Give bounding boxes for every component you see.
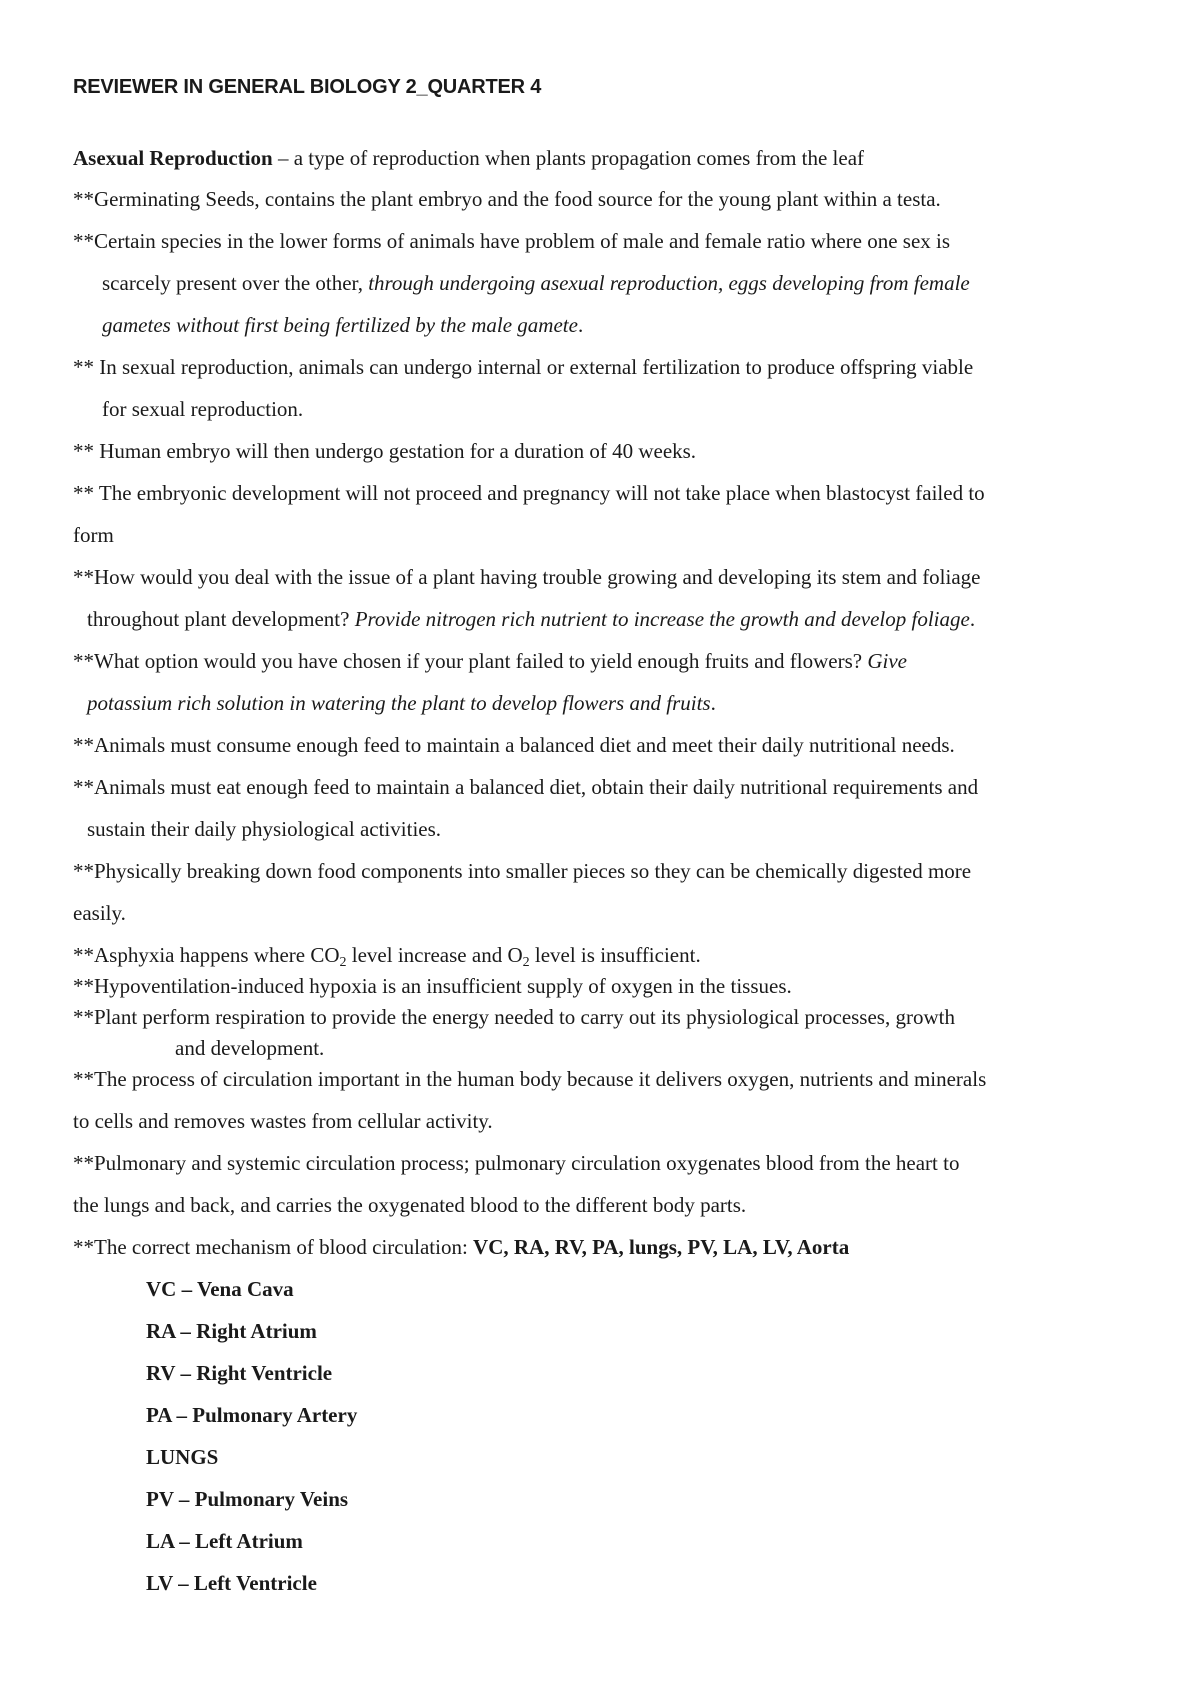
- asexual-term: Asexual Reproduction: [73, 146, 273, 170]
- asexual-definition: – a type of reproduction when plants propagation comes from the leaf: [272, 146, 865, 170]
- sexual-reproduction-line-2: for sexual reproduction.: [102, 397, 304, 421]
- blastocyst-line-2: form: [73, 523, 114, 547]
- legend-item-lv: LV – Left Ventricle: [146, 1571, 317, 1595]
- legend-item-vc: VC – Vena Cava: [146, 1277, 294, 1301]
- circulation-line-1: **The process of circulation important in the human body because it delivers oxygen, nutrients and minerals: [73, 1067, 987, 1091]
- potassium-question-line-1: [73, 648, 907, 674]
- pulmonary-line-1: **Pulmonary and systemic circulation process; pulmonary circulation oxygenates blood from the heart to: [73, 1151, 960, 1175]
- potassium-question-plain: **What option would you have chosen if your plant failed to yield enough fruits and flowers?: [73, 649, 868, 673]
- nitrogen-question-plain: throughout plant development?: [87, 607, 355, 631]
- asexual-reproduction-line: [73, 145, 864, 171]
- gestation-line: ** Human embryo will then undergo gestation for a duration of 40 weeks.: [73, 439, 697, 463]
- sexual-reproduction-line-1: ** In sexual reproduction, animals can undergo internal or external fertilization to produce offspring viable: [73, 355, 974, 379]
- asphyxia-text-3: level is insufficient.: [529, 943, 701, 967]
- nitrogen-period: .: [969, 607, 976, 631]
- potassium-answer-2: potassium rich solution in watering the plant to develop flowers and fruits: [87, 691, 711, 715]
- asphyxia-text-1: **Asphyxia happens where CO: [73, 943, 340, 967]
- nitrogen-question-line-1: **How would you deal with the issue of a plant having trouble growing and developing its stem and foliage: [73, 565, 981, 589]
- o2-subscript: 2: [522, 955, 530, 970]
- co2-subscript: 2: [339, 955, 347, 970]
- legend-item-lungs: LUNGS: [146, 1445, 219, 1469]
- circulation-line-2: to cells and removes wastes from cellular activity.: [73, 1109, 493, 1133]
- potassium-answer-1: Give: [867, 649, 907, 673]
- mechanism-sequence: VC, RA, RV, PA, lungs, PV, LA, LV, Aorta: [473, 1235, 850, 1259]
- legend-item-pa: PA – Pulmonary Artery: [146, 1403, 358, 1427]
- plant-respiration-line-1: **Plant perform respiration to provide the energy needed to carry out its physiological processes, growth: [73, 1005, 955, 1029]
- animals-eat-line-1: **Animals must eat enough feed to maintain a balanced diet, obtain their daily nutritional requirements and: [73, 775, 979, 799]
- hypoxia-line: **Hypoventilation-induced hypoxia is an insufficient supply of oxygen in the tissues.: [73, 974, 792, 998]
- certain-species-line-3: [102, 312, 583, 338]
- asphyxia-line: [73, 942, 701, 976]
- pulmonary-line-2: the lungs and back, and carries the oxygenated blood to the different body parts.: [73, 1193, 747, 1217]
- plant-respiration-line-2: and development.: [175, 1036, 325, 1060]
- animals-eat-line-2: sustain their daily physiological activities.: [87, 817, 442, 841]
- potassium-question-line-2: [87, 690, 716, 716]
- certain-species-period: .: [577, 313, 584, 337]
- certain-species-italic-1: through undergoing asexual reproduction, eggs developing from female: [368, 271, 970, 295]
- breaking-down-line-2: easily.: [73, 901, 126, 925]
- document-title: REVIEWER IN GENERAL BIOLOGY 2_QUARTER 4: [73, 76, 542, 98]
- blastocyst-line-1: ** The embryonic development will not proceed and pregnancy will not take place when blastocyst failed to: [73, 481, 985, 505]
- nitrogen-answer: Provide nitrogen rich nutrient to increase the growth and develop foliage: [354, 607, 970, 631]
- certain-species-plain: scarcely present over the other,: [102, 271, 369, 295]
- certain-species-line-1: **Certain species in the lower forms of animals have problem of male and female ratio where one sex is: [73, 229, 951, 253]
- germinating-seeds-line: **Germinating Seeds, contains the plant embryo and the food source for the young plant within a testa.: [73, 187, 941, 211]
- certain-species-line-2: [102, 270, 970, 296]
- animals-consume-line: **Animals must consume enough feed to maintain a balanced diet and meet their daily nutritional needs.: [73, 733, 955, 757]
- legend-item-rv: RV – Right Ventricle: [146, 1361, 333, 1385]
- nitrogen-question-line-2: [87, 606, 975, 632]
- mechanism-plain: **The correct mechanism of blood circulation:: [73, 1235, 474, 1259]
- legend-item-ra: RA – Right Atrium: [146, 1319, 317, 1343]
- certain-species-italic-2: gametes without first being fertilized by the male gamete: [102, 313, 578, 337]
- potassium-period: .: [710, 691, 716, 715]
- mechanism-line: [73, 1234, 849, 1260]
- legend-item-la: LA – Left Atrium: [146, 1529, 303, 1553]
- breaking-down-line-1: **Physically breaking down food components into smaller pieces so they can be chemically digested more: [73, 859, 972, 883]
- asphyxia-text-2: level increase and O: [346, 943, 523, 967]
- legend-item-pv: PV – Pulmonary Veins: [146, 1487, 349, 1511]
